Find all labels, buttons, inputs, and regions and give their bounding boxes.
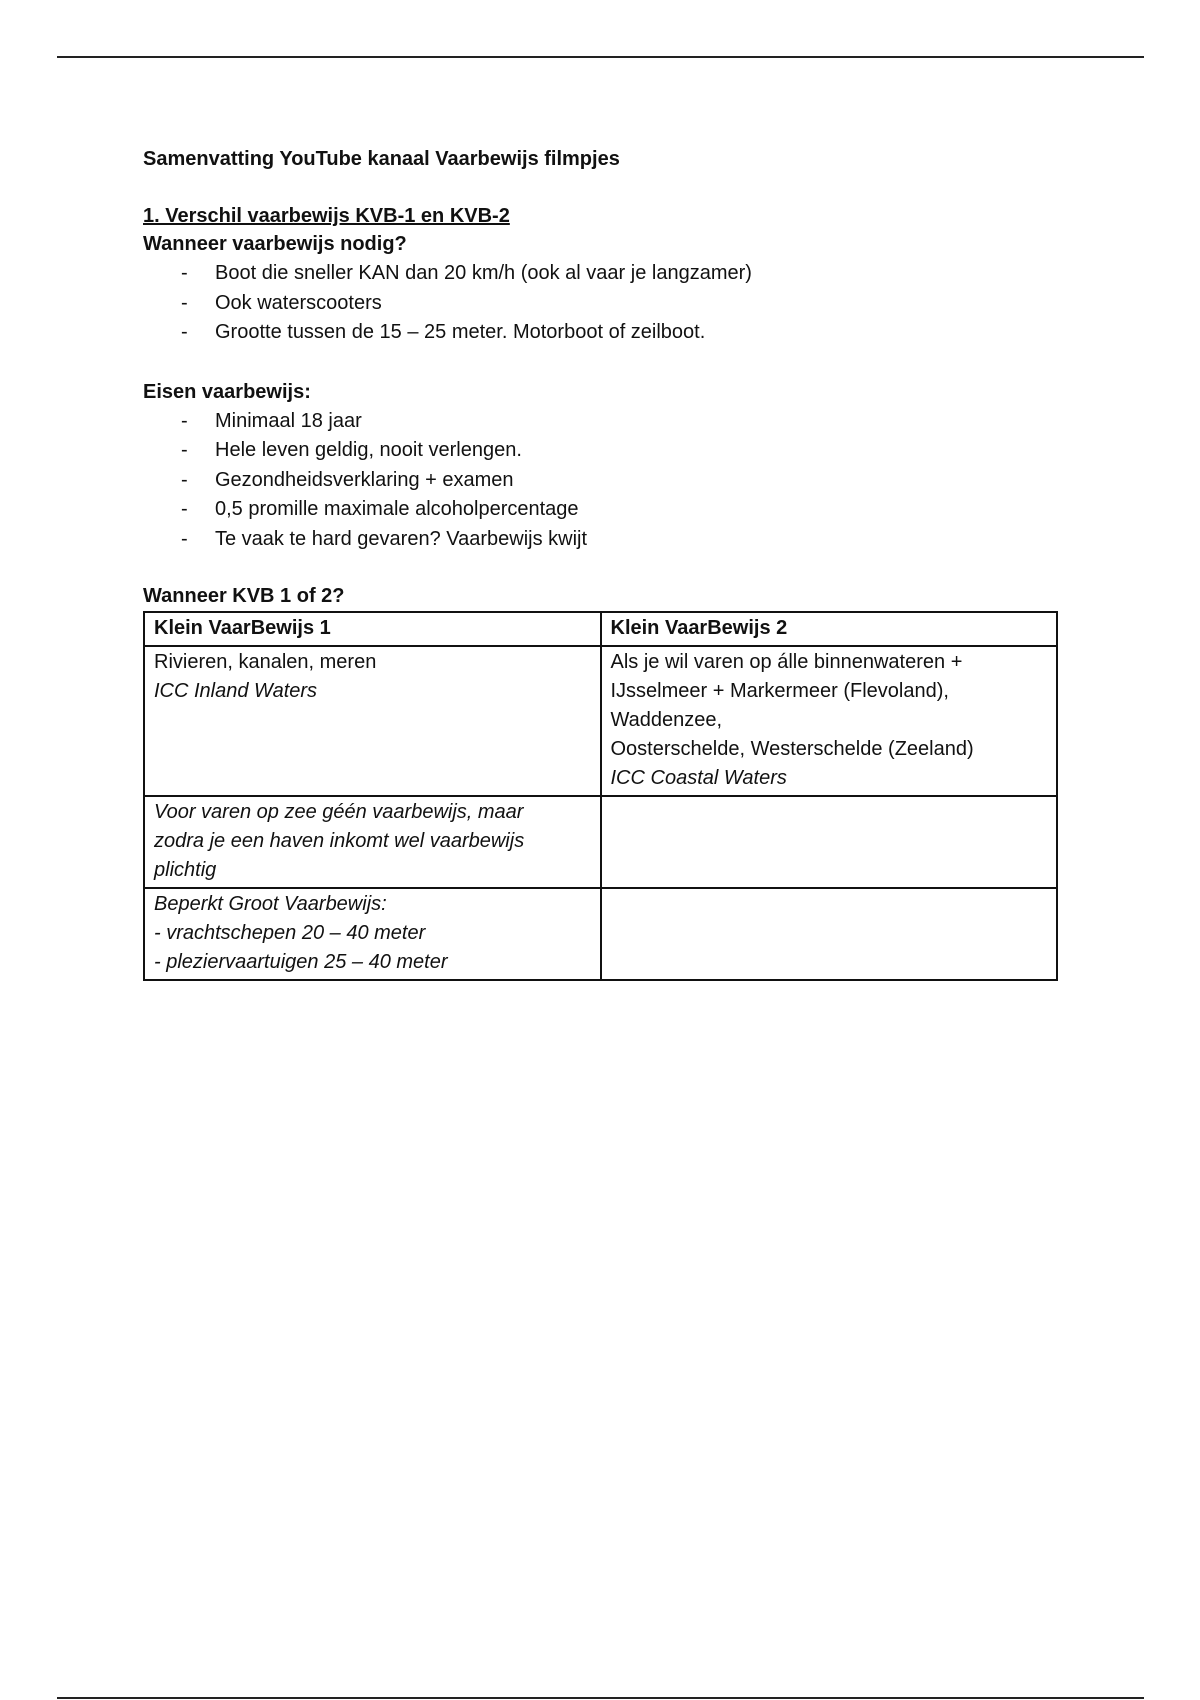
list-item: - Boot die sneller KAN dan 20 km/h (ook al vaar je langzamer) <box>181 262 752 284</box>
list-item: - Hele leven geldig, nooit verlengen. <box>181 439 522 461</box>
table-cell: Rivieren, kanalen, meren ICC Inland Waters <box>144 646 601 796</box>
list-item: - Gezondheidsverklaring + examen <box>181 468 514 491</box>
requirements-heading: Eisen vaarbewijs: <box>143 380 311 403</box>
table-header-kvb1: Klein VaarBewijs 1 <box>144 612 601 646</box>
document-body <box>143 144 1063 981</box>
table-cell-empty <box>601 888 1058 980</box>
table-cell: Voor varen op zee géén vaarbewijs, maar zodra je een haven inkomt wel vaarbewijs plichtig <box>144 796 601 888</box>
table-row <box>144 888 1057 980</box>
table-cell: Beperkt Groot Vaarbewijs: - vrachtschepen 20 – 40 meter - pleziervaartuigen 25 – 40 meter <box>144 888 601 980</box>
section-heading: 1. Verschil vaarbewijs KVB-1 en KVB-2 <box>143 205 510 227</box>
list-item: - Minimaal 18 jaar <box>181 409 362 432</box>
requirements-list <box>143 407 1063 555</box>
which-kvb-heading: Wanneer KVB 1 of 2? <box>143 585 345 607</box>
footer-rule <box>57 1697 1144 1699</box>
when-needed-heading: Wanneer vaarbewijs nodig? <box>143 233 407 255</box>
list-item: - Te vaak te hard gevaren? Vaarbewijs kwijt <box>181 527 588 550</box>
list-item: - 0,5 promille maximale alcoholpercentage <box>181 498 579 520</box>
list-item: - Ook waterscooters <box>181 291 382 314</box>
when-needed-list <box>143 259 1063 348</box>
table-row <box>144 646 1057 796</box>
table-header-row <box>144 612 1057 646</box>
document-title: Samenvatting YouTube kanaal Vaarbewijs filmpjes <box>143 148 620 170</box>
kvb-comparison-table <box>143 611 1058 981</box>
header-rule <box>57 56 1144 58</box>
table-header-kvb2: Klein VaarBewijs 2 <box>601 612 1058 646</box>
table-cell: Als je wil varen op álle binnenwateren + IJsselmeer + Markermeer (Flevoland), Waddenzee, Oosterschelde, Westerschelde (Zeeland) ICC Coastal Waters <box>601 646 1058 796</box>
table-cell-empty <box>601 796 1058 888</box>
table-row <box>144 796 1057 888</box>
list-item: - Grootte tussen de 15 – 25 meter. Motorboot of zeilboot. <box>181 321 706 343</box>
